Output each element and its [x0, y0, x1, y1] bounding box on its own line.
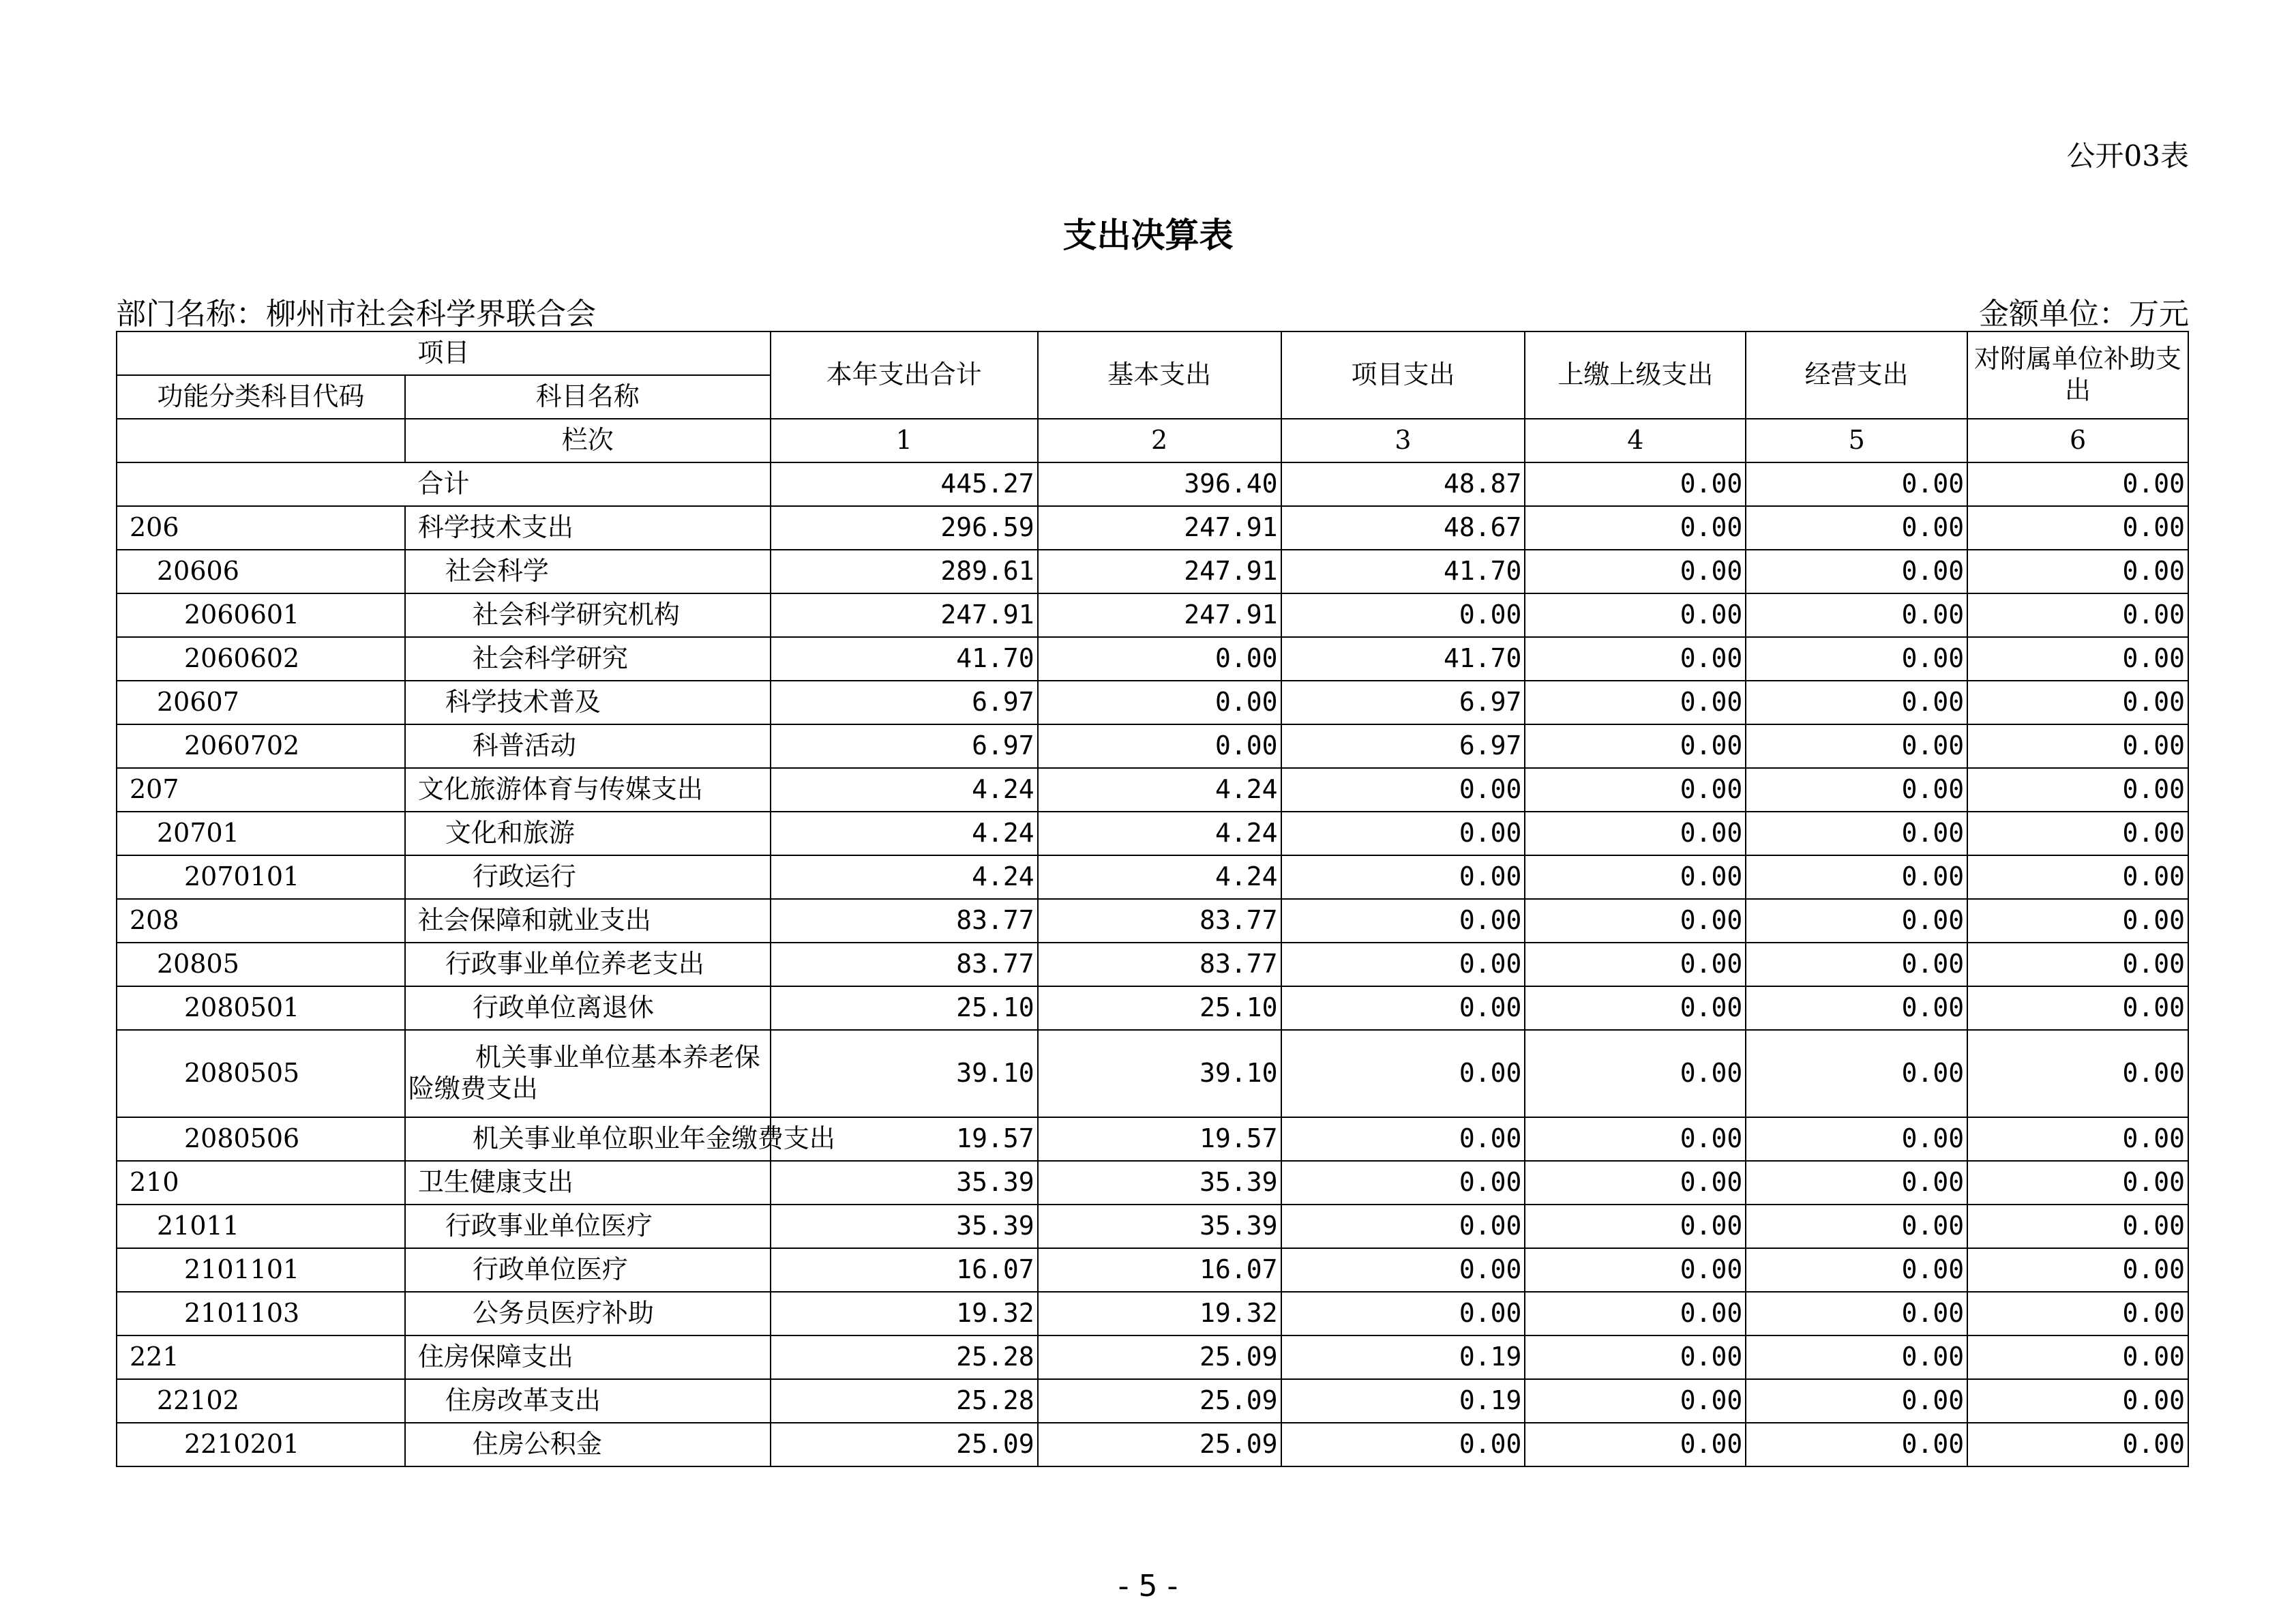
row-name: 社会科学 [405, 550, 771, 593]
row-value: 0.00 [1746, 1161, 1967, 1205]
row-value: 0.00 [1281, 1030, 1525, 1117]
empty-cell [117, 419, 405, 462]
row-value: 0.00 [1746, 724, 1967, 768]
amount-unit: 金额单位：万元 [1979, 297, 2189, 331]
row-value: 0.00 [1038, 637, 1281, 681]
row-code: 2101101 [117, 1248, 405, 1292]
row-value: 0.00 [1746, 506, 1967, 550]
row-value: 0.00 [1967, 855, 2188, 899]
header-item: 项目 [117, 331, 771, 375]
table-row [117, 1335, 2188, 1379]
row-value: 0.00 [1967, 550, 2188, 593]
table-row [117, 1292, 2188, 1335]
row-name: 社会科学研究机构 [405, 593, 771, 637]
row-value: 4.24 [1038, 812, 1281, 855]
row-value: 0.00 [1525, 1205, 1746, 1248]
row-value: 0.00 [1525, 1379, 1746, 1423]
row-value: 83.77 [771, 899, 1038, 943]
row-code: 2070101 [117, 855, 405, 899]
total-value: 0.00 [1967, 462, 2188, 506]
table-row [117, 1161, 2188, 1205]
total-value: 445.27 [771, 462, 1038, 506]
row-name: 机关事业单位职业年金缴费支出 [405, 1117, 771, 1161]
row-value: 0.00 [1967, 506, 2188, 550]
row-code: 20805 [117, 943, 405, 986]
col-number: 6 [1967, 419, 2188, 462]
row-code: 221 [117, 1335, 405, 1379]
row-value: 0.00 [1281, 593, 1525, 637]
row-value: 0.00 [1746, 1117, 1967, 1161]
row-value: 0.00 [1746, 1205, 1967, 1248]
table-row [117, 1423, 2188, 1466]
department-name: 部门名称：柳州市社会科学界联合会 [116, 297, 596, 331]
row-value: 0.00 [1525, 1292, 1746, 1335]
total-label: 合计 [117, 462, 771, 506]
row-name: 科普活动 [405, 724, 771, 768]
row-value: 48.67 [1281, 506, 1525, 550]
row-value: 25.28 [771, 1335, 1038, 1379]
page-title: 支出决算表 [1062, 216, 1234, 255]
row-value: 0.00 [1967, 637, 2188, 681]
row-value: 0.00 [1281, 1292, 1525, 1335]
col-number: 1 [771, 419, 1038, 462]
row-value: 289.61 [771, 550, 1038, 593]
table-row [117, 681, 2188, 724]
row-code: 20607 [117, 681, 405, 724]
table-row [117, 943, 2188, 986]
row-value: 0.00 [1281, 1205, 1525, 1248]
table-row [117, 637, 2188, 681]
row-value: 0.00 [1525, 768, 1746, 812]
row-code: 20606 [117, 550, 405, 593]
row-value: 6.97 [771, 724, 1038, 768]
row-value: 0.00 [1038, 681, 1281, 724]
row-code: 208 [117, 899, 405, 943]
header-project: 项目支出 [1281, 331, 1525, 419]
row-value: 19.57 [771, 1117, 1038, 1161]
total-row [117, 462, 2188, 506]
row-value: 4.24 [771, 855, 1038, 899]
row-value: 35.39 [771, 1205, 1038, 1248]
table-row [117, 593, 2188, 637]
row-value: 0.00 [1746, 855, 1967, 899]
row-value: 0.00 [1746, 1379, 1967, 1423]
row-value: 25.10 [771, 986, 1038, 1030]
row-value: 0.00 [1281, 899, 1525, 943]
header-total: 本年支出合计 [771, 331, 1038, 419]
row-value: 0.00 [1281, 1248, 1525, 1292]
row-value: 0.00 [1281, 1423, 1525, 1466]
row-value: 35.39 [1038, 1161, 1281, 1205]
row-value: 4.24 [771, 768, 1038, 812]
row-name: 卫生健康支出 [405, 1161, 771, 1205]
row-value: 41.70 [1281, 550, 1525, 593]
row-code: 210 [117, 1161, 405, 1205]
row-value: 247.91 [771, 593, 1038, 637]
row-code: 2060601 [117, 593, 405, 637]
row-name: 文化旅游体育与传媒支出 [405, 768, 771, 812]
row-name: 住房改革支出 [405, 1379, 771, 1423]
row-value: 0.00 [1967, 1379, 2188, 1423]
total-value: 396.40 [1038, 462, 1281, 506]
row-value: 0.00 [1525, 943, 1746, 986]
total-value: 0.00 [1746, 462, 1967, 506]
row-value: 0.00 [1967, 1292, 2188, 1335]
row-value: 0.00 [1746, 681, 1967, 724]
row-value: 0.00 [1525, 724, 1746, 768]
row-value: 0.00 [1525, 1248, 1746, 1292]
row-value: 0.00 [1525, 1161, 1746, 1205]
row-value: 83.77 [1038, 899, 1281, 943]
col-number: 2 [1038, 419, 1281, 462]
page-number: - 5 - [1118, 1569, 1178, 1604]
row-value: 0.00 [1525, 681, 1746, 724]
row-code: 2060602 [117, 637, 405, 681]
column-index-row [117, 419, 2188, 462]
row-value: 0.00 [1967, 1117, 2188, 1161]
table-row [117, 855, 2188, 899]
row-value: 39.10 [1038, 1030, 1281, 1117]
row-value: 0.00 [1746, 1248, 1967, 1292]
header-basic: 基本支出 [1038, 331, 1281, 419]
row-value: 4.24 [1038, 768, 1281, 812]
row-value: 0.00 [1967, 899, 2188, 943]
row-name: 行政事业单位养老支出 [405, 943, 771, 986]
row-code: 206 [117, 506, 405, 550]
row-value: 247.91 [1038, 506, 1281, 550]
row-name: 行政事业单位医疗 [405, 1205, 771, 1248]
row-name: 社会科学研究 [405, 637, 771, 681]
row-value: 0.00 [1525, 1423, 1746, 1466]
row-value: 247.91 [1038, 550, 1281, 593]
row-value: 0.00 [1525, 506, 1746, 550]
header-col-index: 栏次 [405, 419, 771, 462]
row-value: 25.09 [771, 1423, 1038, 1466]
row-value: 0.00 [1967, 724, 2188, 768]
row-value: 19.57 [1038, 1117, 1281, 1161]
row-value: 0.00 [1746, 986, 1967, 1030]
row-value: 247.91 [1038, 593, 1281, 637]
col-number: 5 [1746, 419, 1967, 462]
row-value: 35.39 [771, 1161, 1038, 1205]
row-value: 0.00 [1746, 593, 1967, 637]
table-row [117, 812, 2188, 855]
table-row [117, 1117, 2188, 1161]
row-code: 207 [117, 768, 405, 812]
row-value: 16.07 [1038, 1248, 1281, 1292]
row-value: 0.00 [1525, 812, 1746, 855]
row-value: 6.97 [771, 681, 1038, 724]
row-value: 25.09 [1038, 1379, 1281, 1423]
row-value: 6.97 [1281, 724, 1525, 768]
row-value: 39.10 [771, 1030, 1038, 1117]
row-value: 41.70 [1281, 637, 1525, 681]
expenditure-table [116, 331, 2189, 1467]
row-code: 2080501 [117, 986, 405, 1030]
row-value: 0.00 [1746, 1335, 1967, 1379]
row-value: 4.24 [771, 812, 1038, 855]
row-value: 0.00 [1746, 1423, 1967, 1466]
total-value: 0.00 [1525, 462, 1746, 506]
row-value: 0.00 [1967, 943, 2188, 986]
row-value: 0.00 [1525, 637, 1746, 681]
row-value: 83.77 [1038, 943, 1281, 986]
row-value: 0.00 [1525, 986, 1746, 1030]
row-value: 0.00 [1525, 1030, 1746, 1117]
row-value: 25.09 [1038, 1423, 1281, 1466]
table-row [117, 724, 2188, 768]
row-code: 2060702 [117, 724, 405, 768]
table-row [117, 1030, 2188, 1117]
row-value: 0.00 [1967, 1161, 2188, 1205]
col-number: 4 [1525, 419, 1746, 462]
row-value: 0.00 [1967, 1030, 2188, 1117]
row-name: 公务员医疗补助 [405, 1292, 771, 1335]
header-code: 功能分类科目代码 [117, 375, 405, 419]
row-value: 0.00 [1746, 1030, 1967, 1117]
row-value: 25.09 [1038, 1335, 1281, 1379]
row-name: 文化和旅游 [405, 812, 771, 855]
row-value: 6.97 [1281, 681, 1525, 724]
row-value: 296.59 [771, 506, 1038, 550]
row-value: 25.28 [771, 1379, 1038, 1423]
row-value: 0.00 [1967, 1335, 2188, 1379]
row-value: 0.00 [1967, 986, 2188, 1030]
row-name: 科学技术普及 [405, 681, 771, 724]
table-row [117, 550, 2188, 593]
row-value: 0.00 [1281, 1117, 1525, 1161]
row-value: 0.00 [1281, 768, 1525, 812]
row-value: 0.00 [1746, 637, 1967, 681]
table-row [117, 1379, 2188, 1423]
header-name: 科目名称 [405, 375, 771, 419]
row-code: 22102 [117, 1379, 405, 1423]
row-value: 4.24 [1038, 855, 1281, 899]
row-value: 0.00 [1746, 943, 1967, 986]
row-value: 0.00 [1746, 768, 1967, 812]
row-value: 0.00 [1525, 899, 1746, 943]
row-name: 行政运行 [405, 855, 771, 899]
row-value: 19.32 [771, 1292, 1038, 1335]
table-row [117, 1248, 2188, 1292]
row-value: 41.70 [771, 637, 1038, 681]
row-value: 19.32 [1038, 1292, 1281, 1335]
row-name: 机关事业单位基本养老保险缴费支出 [405, 1030, 771, 1117]
row-value: 0.00 [1967, 681, 2188, 724]
row-name: 住房公积金 [405, 1423, 771, 1466]
row-value: 0.00 [1967, 1248, 2188, 1292]
row-code: 20701 [117, 812, 405, 855]
table-row [117, 506, 2188, 550]
row-value: 0.19 [1281, 1335, 1525, 1379]
row-value: 0.00 [1281, 1161, 1525, 1205]
table-row [117, 768, 2188, 812]
row-value: 0.00 [1967, 1423, 2188, 1466]
table-row [117, 986, 2188, 1030]
row-value: 0.00 [1746, 1292, 1967, 1335]
row-value: 0.00 [1525, 550, 1746, 593]
row-value: 0.00 [1746, 812, 1967, 855]
row-code: 21011 [117, 1205, 405, 1248]
row-name: 行政单位离退休 [405, 986, 771, 1030]
row-value: 0.00 [1967, 1205, 2188, 1248]
row-code: 2210201 [117, 1423, 405, 1466]
row-value: 16.07 [771, 1248, 1038, 1292]
row-code: 2101103 [117, 1292, 405, 1335]
row-value: 0.00 [1746, 550, 1967, 593]
row-value: 0.00 [1746, 899, 1967, 943]
header-business: 经营支出 [1746, 331, 1967, 419]
row-value: 0.00 [1281, 812, 1525, 855]
table-row [117, 899, 2188, 943]
row-name: 住房保障支出 [405, 1335, 771, 1379]
header-subsidy: 对附属单位补助支出 [1967, 331, 2188, 419]
row-value: 0.00 [1281, 855, 1525, 899]
header-superior: 上缴上级支出 [1525, 331, 1746, 419]
row-value: 0.00 [1525, 1117, 1746, 1161]
row-value: 0.00 [1281, 943, 1525, 986]
row-value: 0.00 [1525, 855, 1746, 899]
row-value: 0.00 [1525, 1335, 1746, 1379]
total-value: 48.87 [1281, 462, 1525, 506]
row-value: 0.00 [1967, 768, 2188, 812]
row-name: 行政单位医疗 [405, 1248, 771, 1292]
row-value: 83.77 [771, 943, 1038, 986]
col-number: 3 [1281, 419, 1525, 462]
row-code: 2080506 [117, 1117, 405, 1161]
row-name: 社会保障和就业支出 [405, 899, 771, 943]
row-value: 25.10 [1038, 986, 1281, 1030]
row-value: 0.00 [1967, 812, 2188, 855]
row-code: 2080505 [117, 1030, 405, 1117]
table-row [117, 1205, 2188, 1248]
row-value: 0.19 [1281, 1379, 1525, 1423]
row-value: 0.00 [1525, 593, 1746, 637]
row-value: 0.00 [1038, 724, 1281, 768]
row-name: 科学技术支出 [405, 506, 771, 550]
form-id: 公开03表 [2066, 139, 2189, 173]
row-value: 35.39 [1038, 1205, 1281, 1248]
row-value: 0.00 [1281, 986, 1525, 1030]
row-value: 0.00 [1967, 593, 2188, 637]
